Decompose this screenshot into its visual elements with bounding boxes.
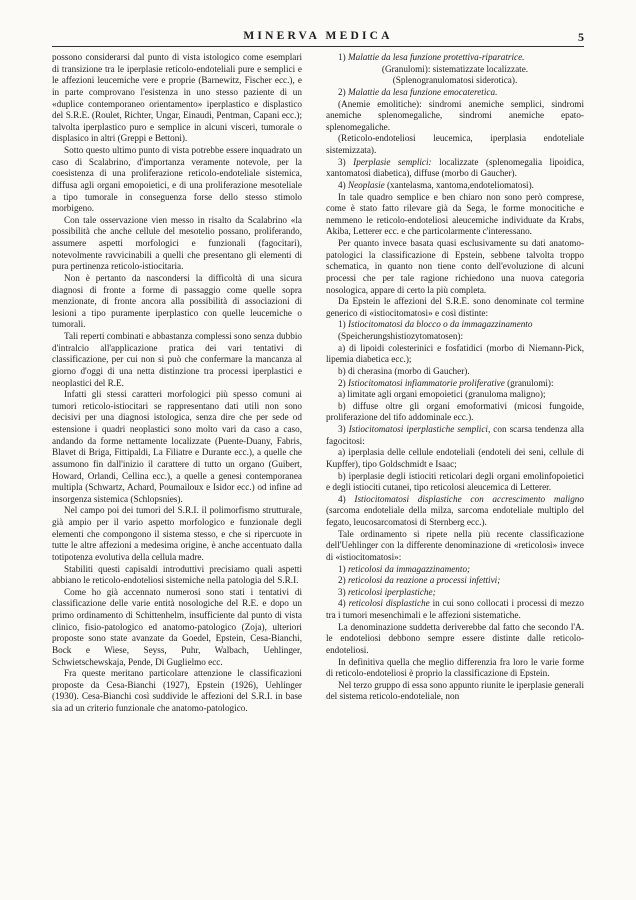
page-header	[52, 30, 584, 47]
paragraph: In definitiva quella che meglio differenzia fra loro le varie forme di reticolo-endoteliosi è proprio la classificazione di Epstein.	[326, 656, 584, 679]
classification-item: 1) Istiocitomatosi da blocco o da immagazzinamento	[338, 319, 533, 330]
classification-subitem: (Speicherungshistiozytomatosen):	[338, 331, 464, 341]
page-number: 5	[578, 30, 584, 44]
paragraph: Tale ordinamento si ripete nella più recente classificazione dell'Uehlinger con la differente denominazione di «reticolosi» invece di «istiocitomatosi»:	[326, 528, 584, 562]
paragraph: Fra queste meritano particolare attenzione le classificazioni proposte da Cesa-Bianchi (1927), Epstein (1926), Uehlinger (1930). Cesa-Bianchi così suddivide le affezioni del S.R.I. in base sia ad un criterio funzionale che anatomo-patologico.	[52, 668, 302, 713]
classification-subitem: (Splenogranulomatosi siderotica).	[392, 75, 518, 86]
classification-item: 2) Malattie da lesa funzione emocateretica.	[338, 86, 498, 97]
classification-subitem: (Reticolo-endoteliosi leucemica, iperplasia endoteliale sistemizzata).	[326, 133, 584, 155]
paragraph: La denominazione suddetta deriverebbe dal fatto che secondo l'A. le endoteliosi debbono sempre essere distinte dalle reticolo-endoteliosi.	[326, 621, 584, 655]
classification-item: 1) reticolosi da immagazzinamento;	[338, 563, 471, 574]
paragraph: possono considerarsi dal punto di vista istologico come esemplari di transizione tra le iperplasie reticolo-endoteliali pure e semplici e le affezioni leucemiche vere e proprie (Barnewitz, Fischer ecc.), e in parte comprovano l'esistenza in uno stesso paziente di un «duplice contemporaneo orientamento» iperplastico e displastico del S.R.E. (Roulet, Richter, Ungar, Einaudi, Pentman, Capani ecc.); talvolta iperplastico puro e semplice in alcuni visceri, tumorale o displasico in altri (Greppi e Bettoni).	[52, 52, 302, 144]
classification-item: 3) Iperplasie semplici: localizzate (splenomegalia lipoidica, xantomatosi diabetica), diffuse (morbo di Gaucher).	[326, 156, 584, 179]
classification-subitem: b) di cherasina (morbo di Gaucher).	[338, 365, 470, 376]
paragraph: Per quanto invece basata quasi esclusivamente su dati anatomo-patologici la classificazione di Epstein, sebbene talvolta troppo schematica, in quanto non tiene conto dell'evoluzione di alcuni processi che per tale ragione richiedono una nuova categoria nosologica, appare di certo la più completa.	[326, 238, 584, 295]
journal-title: MINERVA MEDICA	[243, 30, 393, 42]
paragraph: Non è pertanto da nascondersi la difficoltà di una sicura diagnosi di fronte a forme di passaggio come quelle sopra menzionate, di fronte ancora alla possibilità di associazioni di lesioni a tipo puramente iperplastico con quelle leucemiche o tumorali.	[52, 272, 302, 330]
paragraph: Nel campo poi dei tumori del S.R.I. il polimorfismo strutturale, già ampio per il vario aspetto morfologico e funzionale degli elementi che compongono il sistema stesso, e che si ripercuote in tutte le altre affezioni a medesima origine, è anche accentuato dalla totipotenza evolutiva della cellula madre.	[52, 505, 302, 562]
classification-item: 4) reticolosi displastiche in cui sono collocati i processi di mezzo tra i tumori mesenchimali e le affezioni sistematiche.	[326, 598, 584, 620]
paragraph: Tali reperti combinati e abbastanza complessi sono senza dubbio d'intralcio all'applicazione pratica dei vari tentativi di classificazione, per cui non si può che confermare la mancanza al giorno d'oggi di una netta distinzione tra processi iperplastici e neoplastici del R.E.	[52, 331, 302, 388]
classification-item: 1) Malattie da lesa funzione protettiva-riparatrice.	[338, 52, 525, 62]
classification-item: 4) Neoplasie (xantelasma, xantoma,endoteliomatosi).	[338, 179, 534, 190]
classification-subitem: b) iperplasie degli istiociti reticolari degli organi emolinfopoietici e degli istiociti cutanei, tipo reticolosi aleucemica di Letterer.	[326, 470, 584, 493]
classification-item: 3) reticolosi iperplastiche;	[338, 586, 436, 597]
classification-item: 2) Istiocitomatosi infiammatorie proliferative (granulomi):	[338, 377, 554, 388]
paragraph: Infatti gli stessi caratteri morfologici più spesso comuni ai tumori reticolo-istiocitari se rappresentano dati utili non sono decisivi per una diagnosi istologica, senza dire che per sede od estensione i quadri neoplastici sono molto vari da caso a caso, andando da forme nettamente localizzate (Puente-Duany, Fabris, Blavet di Briga, Fittipaldi, La Filiatre e Durante ecc.), a quelle che assumono fin dall'inizio il carattere di tutto un organo (Guibert, Howard, Orlandi, Cellina ecc.), a quelle a genesi contemporanea multipla (Schwartz, Achard, Poumailoux e Isidor ecc.) od infine ad insorgenza sistemica (Schlopsnies).	[52, 389, 302, 504]
paragraph: Stabiliti questi capisaldi introduttivi precisiamo quali aspetti abbiano le reticolo-endoteliosi sistemiche nella patologia del S.R.I.	[52, 563, 302, 586]
paragraph: Come ho già accennato numerosi sono stati i tentativi di classificazione delle varie entità nosologiche del R.E. e dopo un primo ordinamento di Schittenhelm, insufficiente dal punto di vista clinico, fisio-patologico ed anatomo-patologico (Zoja), ulteriori proposte sono state avanzate da Goedel, Epstein, Cesa-Bianchi, Bock e Wiese, Seyss, Puhr, Walbach, Uehlinger, Schwietschewskaja, Pende, Di Guglielmo ecc.	[52, 586, 302, 667]
classification-item: 2) reticolosi da reazione a processi infettivi;	[338, 575, 501, 586]
classification-subitem: a) iperplasia delle cellule endoteliali (endoteli dei seni, cellule di Kupffer), tipo Goldschmidt e Isaac;	[326, 447, 584, 469]
classification-subitem: (Anemie emolitiche): sindromi anemiche semplici, sindromi anemiche splenomegaliche, sindromi anemiche epato-splenomegaliche.	[326, 98, 584, 132]
paragraph: Da Epstein le affezioni del S.R.E. sono denominate col termine generico di «istiocitomatosi» e così distinte:	[326, 296, 584, 318]
classification-subitem: b) diffuse oltre gli organi emoformativi (micosi fungoide, proliferazione del tifo addominale ecc.).	[326, 400, 584, 423]
left-column	[52, 52, 302, 890]
paragraph: Sotto questo ultimo punto di vista potrebbe essere inquadrato un caso di Scalabrino, d'importanza veramente notevole, per la coesistenza di una proliferazione reticolo-endoteliale sistemica, diffusa agli organi emopoietici, e di una proliferazione mesoteliale a tipo tumorale in conseguenza forse dello stesso stimolo morbigeno.	[52, 145, 302, 214]
classification-item: 4) Istiocitomatosi displastiche con accrescimento maligno (sarcoma endoteliale della milza, sarcoma endoteliale multiplo del fegato, leucosarcomatosi di Sternberg ecc.).	[326, 493, 584, 527]
classification-subitem: (Granulomi): sistematizzate localizzate.	[381, 63, 529, 74]
classification-subitem: a) di lipoidi colesterinici e fosfatidici (morbo di Niemann-Pick, lipemia diabetica ecc.);	[326, 342, 584, 365]
classification-item: 3) Istiocitomatosi iperplastiche semplici, con scarsa tendenza alla fagocitosi:	[326, 424, 584, 446]
right-column	[326, 52, 584, 890]
classification-subitem: a) limitate agli organi emopoietici (granuloma maligno);	[338, 389, 546, 400]
paragraph: In tale quadro semplice e ben chiaro non sono però comprese, come è stato fatto rilevare già da Sega, le forme monocitiche e nemmeno le reticolo-endoteliosi aleucemiche individuate da Krabs, Akiba, Letterer ecc. e che particolarmente c'interessano.	[326, 191, 584, 237]
paragraph: Con tale osservazione vien messo in risalto da Scalabrino «la possibilità che anche cellule del mesotelio possano, proliferando, assumere aspetti morfologici e funzionali (fagocitari), notevolmente ravvicinabili a quelli che presentano gli elementi di pura pertinenza reticolo-istiocitaria.	[52, 214, 302, 272]
paragraph: Nel terzo gruppo di essa sono appunto riunite le iperplasie generali del sistema reticolo-endoteliale, non	[326, 679, 584, 702]
